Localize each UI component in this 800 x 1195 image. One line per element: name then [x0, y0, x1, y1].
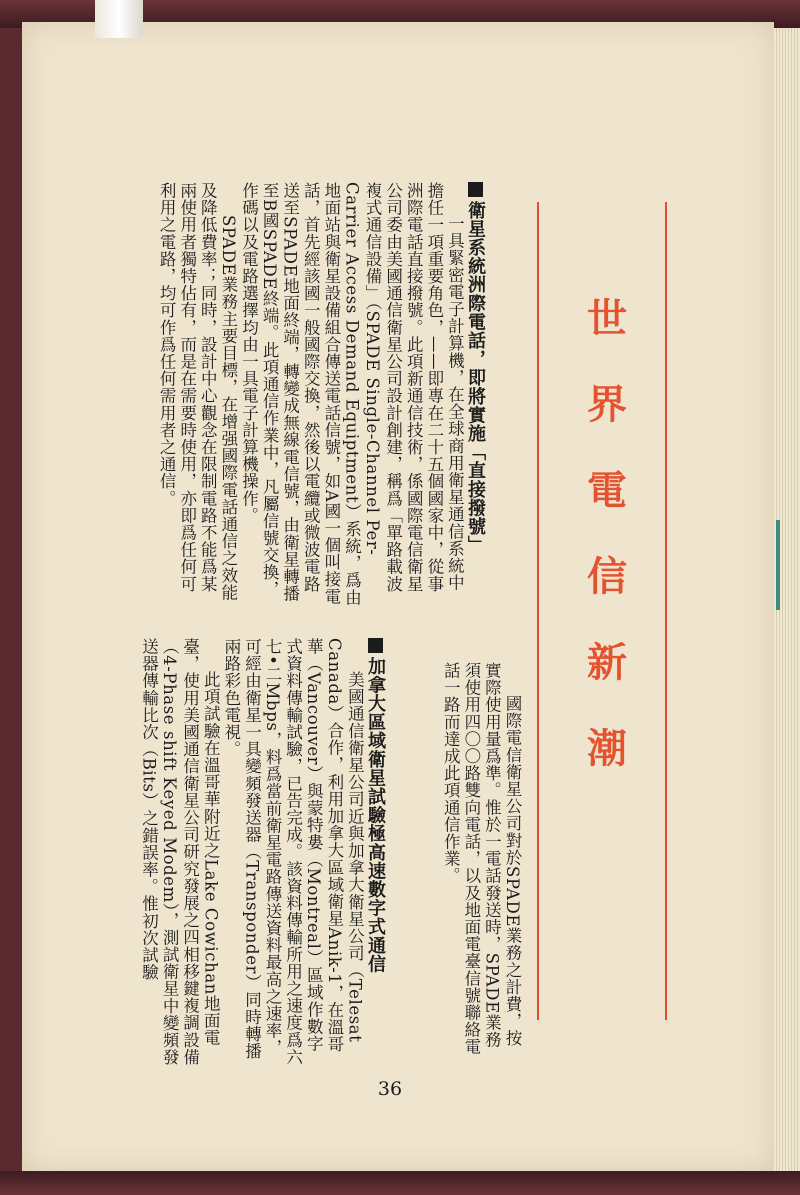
section-title: 世界電信新潮: [580, 297, 627, 813]
heading-square-icon: [368, 638, 383, 653]
article1-paragraph-1: 一具緊密電子計算機，在全球商用衛星通信系統中擔任一項重要角色，——即專在二十五個國家中，從事洲際電話直接撥號。此項新通信技術，係國際電信衛星公司委由美國通信衛星公司設計創建，稱爲「單路載波複式通信設備」（SPADE Single-Channel Per-Carrier Access Demand Equiptment）系統，爲由地面站與衛星設備組合傳送電話信號，如A國一個叫接電話，首先經該國一般國際交換，然後以電纜或微波電路送至SPADE地面終端，轉變成無線電信號，由衛星轉播至B國SPADE終端。此項通信作業中，凡屬信號交換，作碼以及電路選擇均由一具電子計算機操作。: [239, 182, 465, 606]
green-tab-mark: [776, 520, 780, 610]
article1-heading: 衛星系統洲際電話，即將實施「直接撥號」: [464, 182, 485, 607]
page-number: 36: [377, 1078, 403, 1100]
section-title-box: [537, 202, 667, 1020]
article1-paragraph-3: 國際電信衛星公司對於SPADE業務之計費，按實際使用量爲準。惟於一電話發送時，SPADE業務須使用四〇〇路雙向電話，以及地面電臺信號聯絡電話一路而達成此項通信作業。: [441, 662, 522, 1056]
bookmark-ribbon: [95, 0, 143, 38]
article1-column: [60, 182, 485, 607]
article2-column: [95, 638, 385, 1066]
article2-paragraph-2: 此項試驗在溫哥華附近之Lake Cowichan地面電臺，使用美國通信衛星公司研究發展之四相移鍵複調設備（4-Phase shift Keyed Modem），測試衛星中變頻發送器傳輸比次（Bits）之錯誤率。惟初次試驗: [139, 638, 221, 1066]
article2-heading: 加拿大區域衛星試驗極高速數字式通信: [364, 638, 385, 1066]
article2-paragraph-1: 美國通信衛星公司近與加拿大衛星公司（Telesat Canada）合作，利用加拿大區域衛星Anik-1，在溫哥華（Vancouver）與蒙特婁（Montreal）區域作數字式資料傳輸試驗，已告完成。該資料傳輸所用之速度爲六七•二Mbps，料爲當前衛星電路傳送資料最高之速率，可經由衛星一具變頻發送器（Transponder）同時轉播兩路彩色電視。: [221, 638, 365, 1066]
heading-square-icon: [468, 182, 483, 197]
article1-paragraph-2: SPADE業務主要目標，在增强國際電話通信之效能及降低費率；同時，設計中心觀念在限制電路不能爲某兩使用者獨特佔有，而是在需要時使用，亦即爲任何可利用之電路，均可作爲任何需用者之通信。: [157, 182, 238, 601]
book-binding-bottom: [0, 1171, 800, 1195]
article1-fee-column: [402, 662, 522, 1062]
